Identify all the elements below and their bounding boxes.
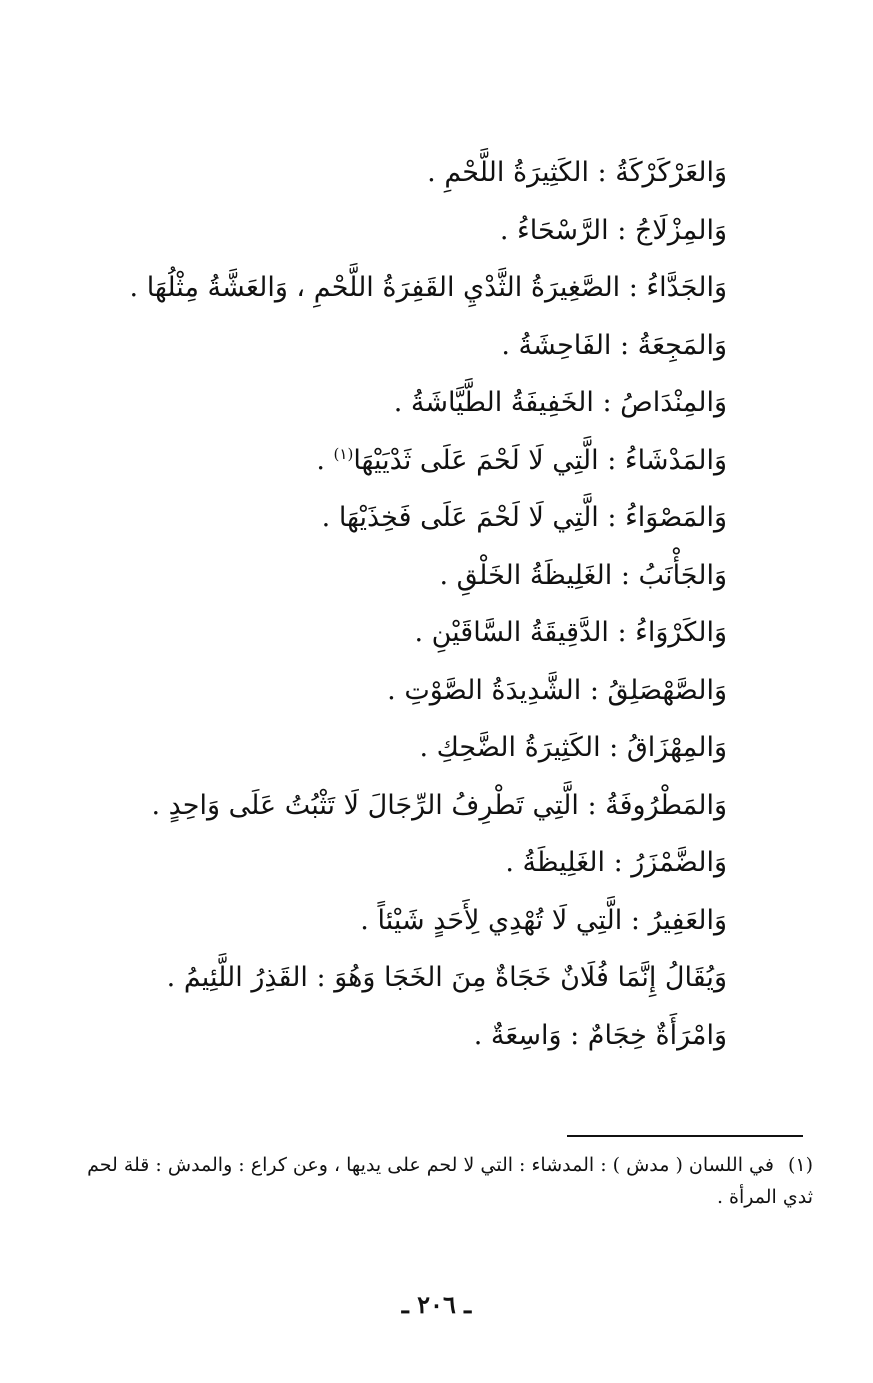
page-number: ـ ٢٠٦ ـ <box>401 1290 472 1319</box>
footnote-reference: (١) <box>333 444 354 463</box>
footnote <box>53 1149 813 1213</box>
footnote-text: في اللسان ( مدش ) : المدشاء : التي لا لحم على يديها ، وعن كراع : والمدش : قلة لحم ثدي المرأة . <box>87 1154 813 1208</box>
text-line-end: . <box>316 444 334 476</box>
text-line: وَالجَأْنَبُ : الغَلِيظَةُ الخَلْقِ . <box>439 559 727 591</box>
text-line: وَالعَفِيرُ : الَّتِي لَا تُهْدِي لِأَحَدٍ شَيْئاً . <box>360 904 727 936</box>
text-line: وَامْرَأَةٌ خِجَامٌ : وَاسِعَةٌ . <box>473 1019 727 1051</box>
text-line: وَالمَطْرُوفَةُ : الَّتِي تَطْرِفُ الرِّجَالَ لَا تَثْبُتُ عَلَى وَاحِدٍ . <box>151 789 727 821</box>
text-line: وَالمَجِعَةُ : الفَاحِشَةُ . <box>501 329 727 361</box>
text-line: وَالمِزْلَاجُ : الرَّسْحَاءُ . <box>499 214 727 246</box>
text-line: وَالعَرْكَرْكَةُ : الكَثِيرَةُ اللَّحْمِ . <box>427 157 727 188</box>
footnote-marker: (١) <box>787 1154 813 1176</box>
text-line: وَالمِنْدَاصُ : الخَفِيفَةُ الطَّيَّاشَةُ . <box>393 387 727 418</box>
text-line-body: وَالمَدْشَاءُ : الَّتِي لَا لَحْمَ عَلَى ثَدْيَيْهَا <box>353 444 727 476</box>
text-line: وَالجَدَّاءُ : الصَّغِيرَةُ الثَّدْيِ القَفِرَةُ اللَّحْمِ ، وَالعَشَّةُ مِثْلُهَا . <box>129 272 727 303</box>
text-line: وَالكَرْوَاءُ : الدَّقِيقَةُ السَّاقَيْنِ . <box>414 617 727 648</box>
text-line: وَيُقَالُ إِنَّمَا فُلَانٌ خَجَاةٌ مِنَ الخَجَا وَهُوَ : القَذِرُ اللَّئِيمُ . <box>166 962 727 993</box>
text-line: وَالمِهْزَاقُ : الكَثِيرَةُ الضَّحِكِ . <box>419 732 727 763</box>
text-line: وَالمَصْوَاءُ : الَّتِي لَا لَحْمَ عَلَى فَخِذَيْهَا . <box>321 502 727 533</box>
text-line-with-note <box>87 432 727 490</box>
main-text <box>87 144 727 1064</box>
text-line: وَالصَّهْصَلِقُ : الشَّدِيدَةُ الصَّوْتِ . <box>387 674 727 706</box>
footnote-divider <box>567 1135 803 1137</box>
text-line: وَالضَّمْزَرُ : الغَلِيظَةُ . <box>505 847 727 878</box>
